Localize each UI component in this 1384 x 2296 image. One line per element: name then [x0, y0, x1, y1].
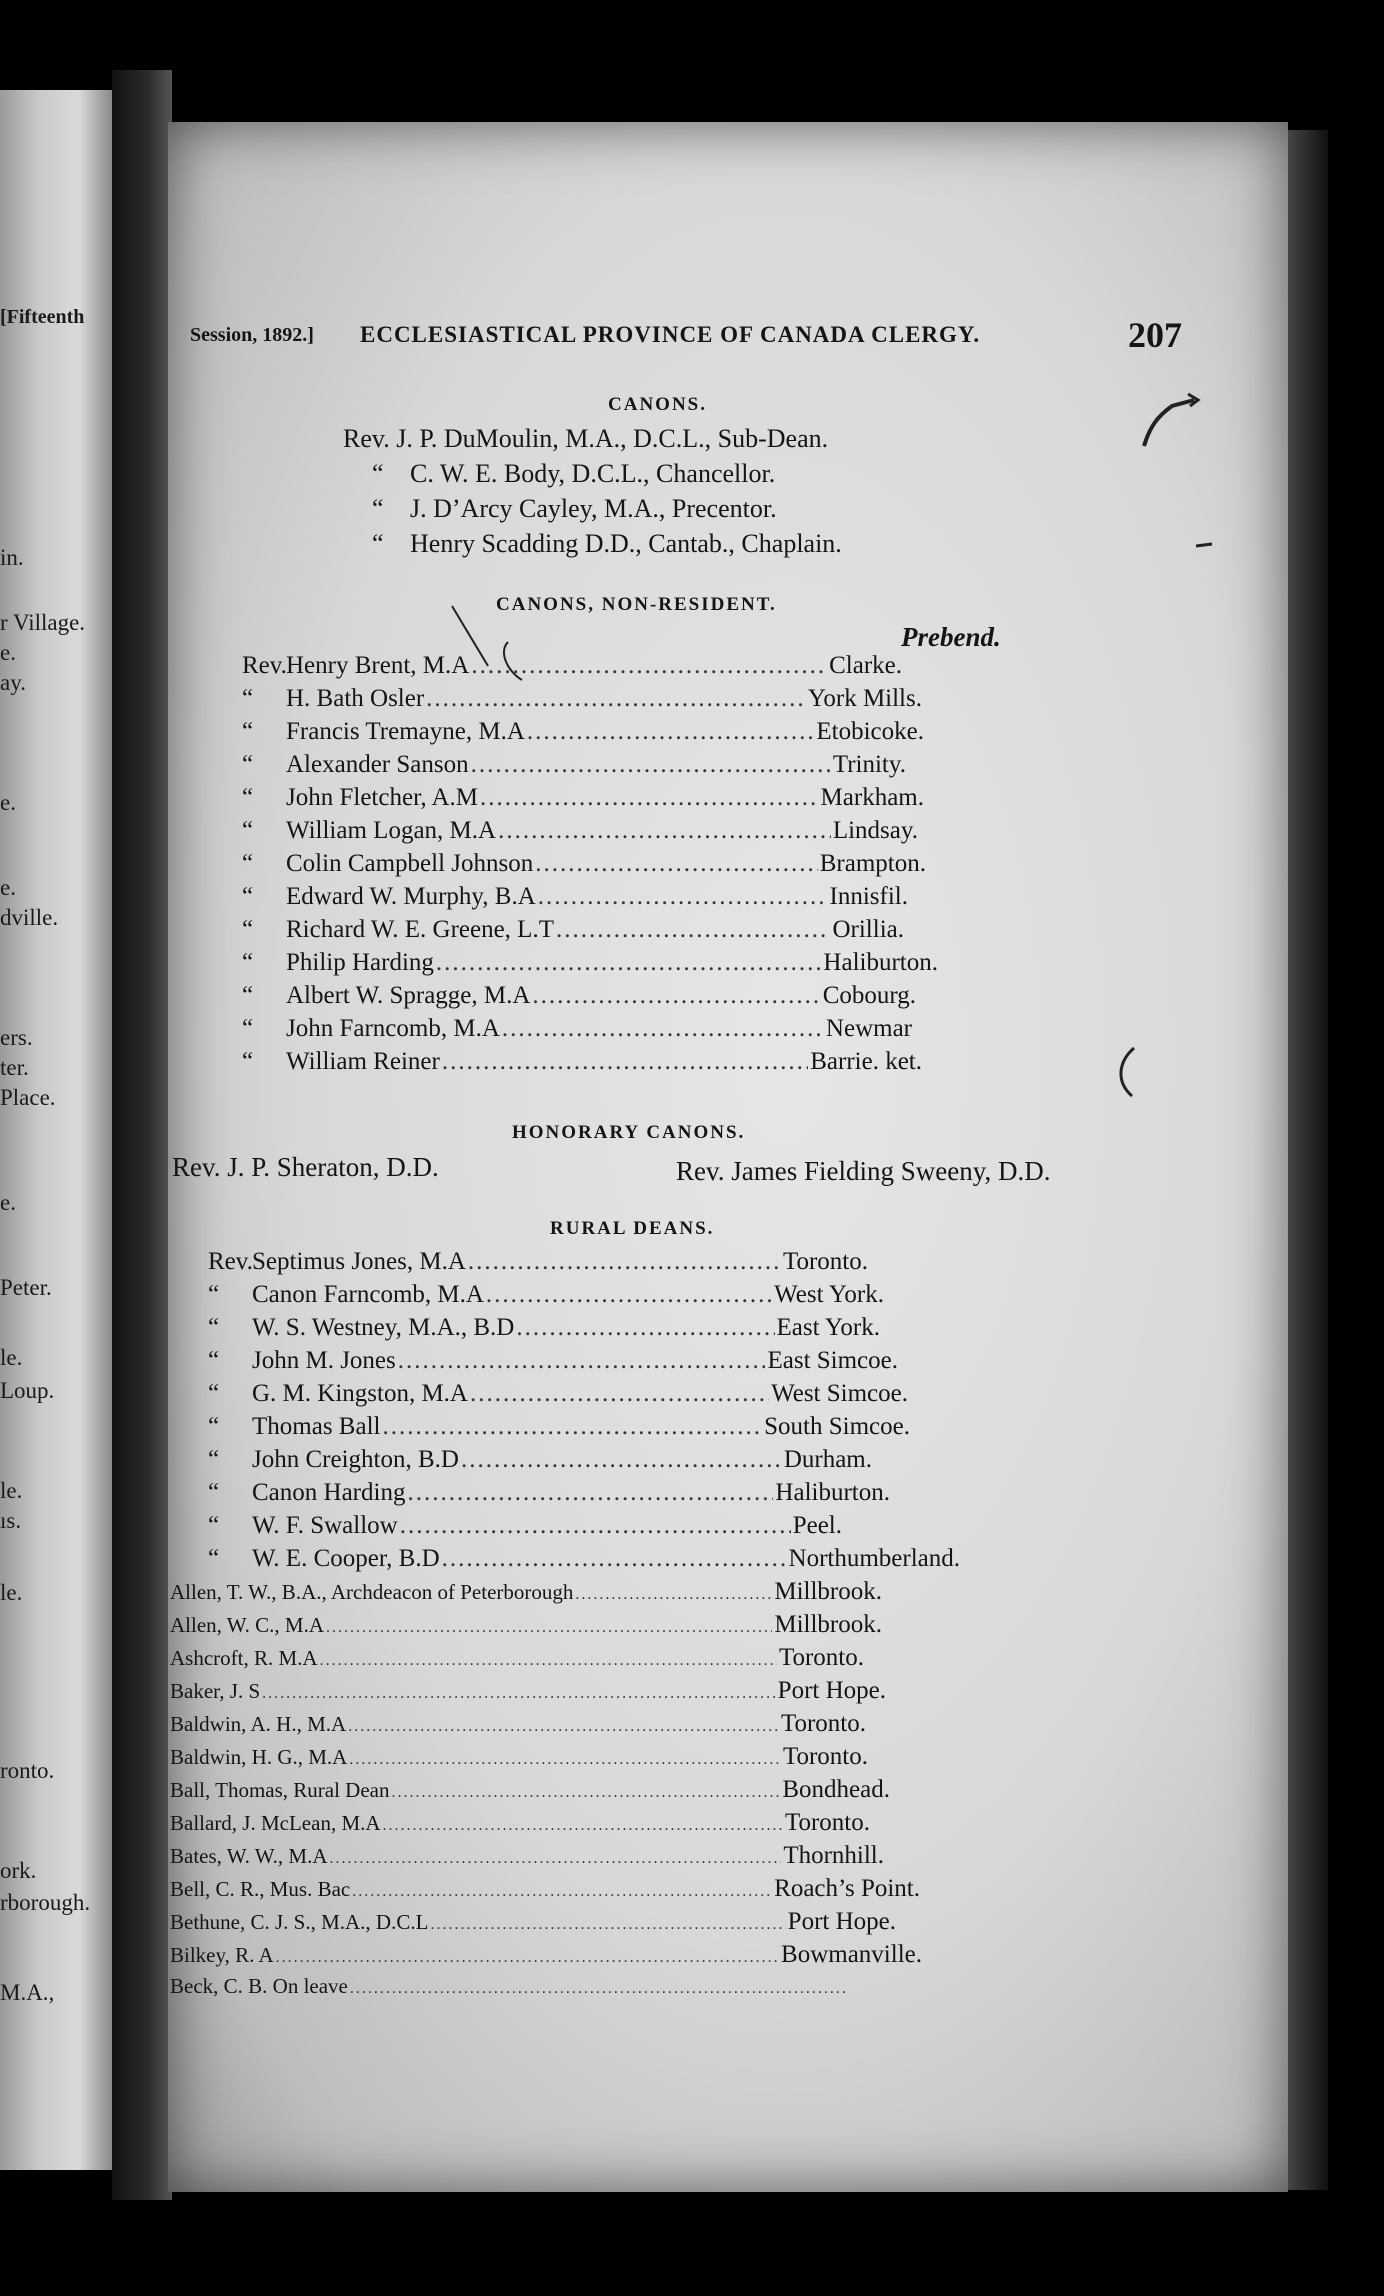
left-fragment: Place. — [0, 1085, 56, 1110]
list-item: “ John M. Jones ..... East Simcoe. — [208, 1347, 898, 1379]
left-fragment: ers. — [0, 1025, 33, 1050]
list-item: Bell, C. R., Mus. Bac ..... Roach’s Point. — [170, 1875, 920, 1907]
honorary-canon-left: Rev. J. P. Sheraton, D.D. — [172, 1152, 439, 1182]
list-item: “ G. M. Kingston, M.A ..... West Simcoe. — [208, 1380, 908, 1412]
left-fragment: ter. — [0, 1055, 29, 1080]
section-heading-canons-non-resident: CANONS, NON-RESIDENT. — [496, 594, 777, 615]
list-item: “ Colin Campbell Johnson ..... Brampton. — [242, 850, 926, 882]
honorary-canon-right: Rev. James Fielding Sweeny, D.D. — [676, 1156, 1051, 1186]
left-fragment: Peter. — [0, 1275, 52, 1300]
list-item: Bilkey, R. A ..... Bowmanville. — [170, 1941, 922, 1973]
left-fragment: ronto. — [0, 1758, 55, 1783]
left-fragment: e. — [0, 875, 16, 900]
list-item: Ashcroft, R. M.A ..... Toronto. — [170, 1644, 864, 1676]
list-item: Rev. Septimus Jones, M.A ..... Toronto. — [208, 1248, 868, 1280]
canon-line: “ C. W. E. Body, D.C.L., Chancellor. — [372, 459, 776, 488]
canon-line: “ Henry Scadding D.D., Cantab., Chaplain. — [372, 529, 842, 558]
left-fragment: r Village. — [0, 610, 86, 635]
list-item: “ Canon Farncomb, M.A ..... West York. — [208, 1281, 884, 1313]
list-item: “ W. S. Westney, M.A., B.D ..... East York. — [208, 1314, 880, 1346]
left-fragment: [Fifteenth — [0, 306, 85, 328]
list-item: Ballard, J. McLean, M.A ..... Toronto. — [170, 1809, 870, 1841]
column-label-prebend: Prebend. — [901, 622, 1001, 652]
section-heading-honorary-canons: HONORARY CANONS. — [512, 1122, 746, 1143]
list-item: “ Edward W. Murphy, B.A ..... Innisfil. — [242, 883, 908, 915]
page-number: 207 — [1128, 315, 1182, 355]
section-heading-rural-deans: RURAL DEANS. — [550, 1218, 715, 1239]
list-item: “ John Creighton, B.D ..... Durham. — [208, 1446, 872, 1478]
left-fragment: ıs. — [0, 1508, 22, 1533]
list-item: Baker, J. S ..... Port Hope. — [170, 1677, 886, 1709]
pencil-mark-icon — [448, 602, 538, 692]
previous-page-edge — [0, 90, 112, 2170]
left-fragment: M.A., — [0, 1980, 55, 2005]
list-item: “ Thomas Ball ..... South Simcoe. — [208, 1413, 910, 1445]
list-item: “ William Reiner ..... Barrie. ket. — [242, 1048, 922, 1080]
page-edge-shadow — [1288, 130, 1328, 2190]
section-heading-canons: CANONS. — [608, 394, 707, 415]
left-fragment: e. — [0, 790, 16, 815]
list-item: Bethune, C. J. S., M.A., D.C.L ..... Port Hope. — [170, 1908, 896, 1940]
left-fragment: le. — [0, 1345, 23, 1370]
list-item: Beck, C. B. On leave ..... — [170, 1974, 850, 2006]
canon-line: “ J. D’Arcy Cayley, M.A., Precentor. — [372, 494, 777, 523]
list-item: “ William Logan, M.A ..... Lindsay. — [242, 817, 918, 849]
canon-line: Rev. J. P. DuMoulin, M.A., D.C.L., Sub-Dean. — [343, 424, 829, 453]
left-fragment: e. — [0, 1190, 16, 1215]
list-item: “ Philip Harding ..... Haliburton. — [242, 949, 938, 981]
list-item: Baldwin, H. G., M.A ..... Toronto. — [170, 1743, 868, 1775]
list-item: Baldwin, A. H., M.A ..... Toronto. — [170, 1710, 866, 1742]
list-item: Ball, Thomas, Rural Dean ..... Bondhead. — [170, 1776, 890, 1808]
session-label: Session, 1892.] — [190, 324, 314, 346]
left-fragment: le. — [0, 1580, 23, 1605]
running-head — [190, 315, 1190, 358]
list-item: “ Francis Tremayne, M.A ..... Etobicoke. — [242, 718, 924, 750]
list-item: “ Richard W. E. Greene, L.T ..... Orillia. — [242, 916, 904, 948]
list-item: Bates, W. W., M.A ..... Thornhill. — [170, 1842, 884, 1874]
left-fragment: ork. — [0, 1858, 37, 1883]
left-fragment: ay. — [0, 670, 26, 695]
pencil-mark-icon — [1108, 1042, 1148, 1102]
list-item: “ John Farncomb, M.A ..... Newmar — [242, 1015, 912, 1047]
pencil-mark-icon — [1138, 386, 1218, 556]
left-fragment: in. — [0, 545, 24, 570]
list-item: “ W. E. Cooper, B.D ..... Northumberland. — [208, 1545, 960, 1577]
left-fragment: dville. — [0, 905, 59, 930]
list-item: “ Alexander Sanson ..... Trinity. — [242, 751, 906, 783]
list-item: Allen, T. W., B.A., Archdeacon of Peterborough ..... Millbrook. — [170, 1578, 882, 1610]
book-gutter — [112, 70, 172, 2200]
list-item: “ Albert W. Spragge, M.A ..... Cobourg. — [242, 982, 916, 1014]
left-fragment: e. — [0, 640, 16, 665]
list-item: “ Canon Harding ..... Haliburton. — [208, 1479, 890, 1511]
left-fragment: rborough. — [0, 1890, 91, 1915]
left-fragment: le. — [0, 1478, 23, 1503]
list-item: Allen, W. C., M.A ..... Millbrook. — [170, 1611, 882, 1643]
page — [168, 122, 1288, 2192]
list-item: Rev. Henry Brent, M.A ..... Clarke. — [242, 652, 902, 684]
list-item: “ John Fletcher, A.M ..... Markham. — [242, 784, 924, 816]
left-fragment: Loup. — [0, 1378, 55, 1403]
page-title: ECCLESIASTICAL PROVINCE OF CANADA CLERGY. — [360, 322, 981, 347]
list-item: “ W. F. Swallow ..... Peel. — [208, 1512, 842, 1544]
list-item: “ H. Bath Osler ..... York Mills. — [242, 685, 922, 717]
